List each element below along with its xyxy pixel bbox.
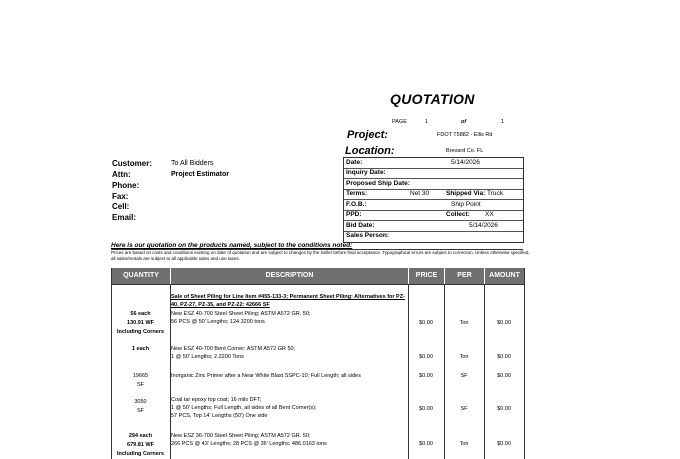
per-value: Ton: [459, 354, 469, 360]
ppd-row: [344, 210, 523, 221]
page-of-label: of: [461, 119, 467, 125]
conditions-heading: Here is our quotation on the products named, subject to the conditions noted:: [111, 242, 353, 249]
description-line: Coal tar epoxy top coat; 16 mils DFT;: [171, 397, 262, 403]
shipped-via-label: Shipped Via:: [446, 190, 486, 197]
sales-person-row: [344, 231, 523, 241]
attn-label: Attn:: [112, 170, 131, 179]
description-line: New ESZ 40-700 Bent Corner; ASTM A572 GR 50;: [171, 346, 296, 352]
header-divider: [112, 284, 524, 285]
customer-value: To All Bidders: [171, 160, 214, 167]
bid-date-value: 5/14/2026: [469, 222, 498, 229]
ship-date-label: Proposed Ship Date:: [346, 180, 410, 187]
page-number: 1: [425, 119, 429, 125]
collect-label: Collect:: [446, 211, 470, 218]
price-value: $0.00: [419, 320, 433, 326]
price-value: $0.00: [419, 441, 433, 447]
description-line: New ESZ 36-700 Steel Sheet Piling; ASTM A572 GR. 50;: [171, 433, 311, 439]
per-value: Ton: [459, 441, 469, 447]
price-value: $0.00: [419, 406, 433, 412]
price-value: $0.00: [419, 373, 433, 379]
shipped-via-value: Truck: [487, 190, 504, 197]
page-label: PAGE: [392, 119, 407, 125]
project-label: Project:: [347, 129, 388, 141]
quantity-line: 679.81 WF: [127, 442, 154, 448]
quantity-line: SF: [136, 382, 145, 388]
quantity-line: 294 each: [128, 433, 153, 439]
quantity-line: 19665: [132, 373, 149, 379]
quantity-line: Including Corners: [116, 329, 165, 335]
attn-value: Project Estimator: [171, 171, 229, 178]
description-line: 57 PCS, Top 14' Lengths (50') One side: [171, 413, 268, 419]
amount-value: $0.00: [497, 441, 511, 447]
col-header-amount: AMOUNT: [485, 268, 524, 284]
cell-label: Cell:: [112, 202, 130, 211]
fax-label: Fax:: [112, 192, 129, 201]
conditions-text: Prices are based on costs and conditions existing on date of quotation and are subject to changes by the Seller before final acceptance. Typographical errors are subject to correction. Unless otherwise specified, all sales/rentals are subject to all applicable sales and use taxes.: [111, 250, 530, 261]
description-line: 1 @ 50' Lengths; 2.2200 Tons: [171, 354, 244, 360]
customer-label: Customer:: [112, 159, 153, 168]
sales-person-label: Sales Person:: [346, 232, 389, 239]
per-value: SF: [460, 406, 468, 412]
collect-value: XX: [485, 211, 494, 218]
per-value: Ton: [459, 320, 469, 326]
price-value: $0.00: [419, 354, 433, 360]
col-header-description: DESCRIPTION: [171, 268, 409, 284]
fob-value: Ship Point: [451, 201, 481, 208]
bid-date-label: Bid Date:: [346, 222, 375, 229]
description-line: New ESZ 40-700 Steel Sheet Piling; ASTM A572 GR. 50;: [171, 311, 311, 317]
quantity-line: 56 each: [130, 311, 151, 317]
fob-label: F.O.B.:: [346, 201, 367, 208]
line-items-table: [111, 268, 525, 459]
location-value: Brevard Co. FL: [446, 148, 484, 154]
description-heading: Sale of Sheet Piling for Line Item #455-133-3; Permanent Sheet Piling: Alternatives for PZ-40, PZ-27, PZ-35, and PZ-22: 42666 SF: [171, 294, 405, 308]
quantity-line: 130.91 WF: [127, 320, 154, 326]
inquiry-date-label: Inquiry Date:: [346, 169, 386, 176]
col-header-price: PRICE: [409, 268, 445, 284]
terms-value: Net 30: [410, 190, 430, 197]
description-line: 56 PCS @ 50' Lengths; 124.3200 tons: [171, 319, 265, 325]
quantity-line: 3050: [134, 399, 147, 405]
phone-label: Phone:: [112, 181, 140, 190]
location-label: Location:: [345, 145, 395, 157]
project-value: FDOT T5882 - Ellis Rd: [437, 132, 493, 138]
terms-label: Terms:: [346, 190, 368, 197]
date-label: Date:: [346, 159, 363, 166]
description-line: 1 @ 50' Lengths; Full Length, all sides of all Bent Corner(s);: [171, 405, 317, 411]
quantity-line: Including Corners: [116, 451, 165, 457]
order-info-box: [343, 157, 524, 243]
amount-value: $0.00: [497, 406, 511, 412]
amount-value: $0.00: [497, 354, 511, 360]
description-line: Inorganic Zinc Primer after a Near White Blast SSPC-10; Full Length; all sides: [171, 373, 361, 379]
amount-value: $0.00: [497, 320, 511, 326]
amount-value: $0.00: [497, 373, 511, 379]
description-line: 266 PCS @ 43' Lengths; 28 PCS @ 36' Lengths; 486.0163 tons: [171, 441, 327, 447]
quantity-line: 1 each: [131, 346, 150, 352]
per-value: SF: [460, 373, 468, 379]
quantity-line: SF: [136, 408, 145, 414]
document-title: QUOTATION: [390, 91, 475, 107]
date-value: 5/14/2026: [451, 159, 480, 166]
terms-row: [344, 189, 523, 200]
ppd-label: PPD:: [346, 211, 362, 218]
inquiry-row: [344, 168, 523, 179]
email-label: Email:: [112, 213, 137, 222]
page-total: 1: [501, 119, 505, 125]
col-header-quantity: QUANTITY: [112, 268, 171, 284]
col-header-per: PER: [445, 268, 485, 284]
